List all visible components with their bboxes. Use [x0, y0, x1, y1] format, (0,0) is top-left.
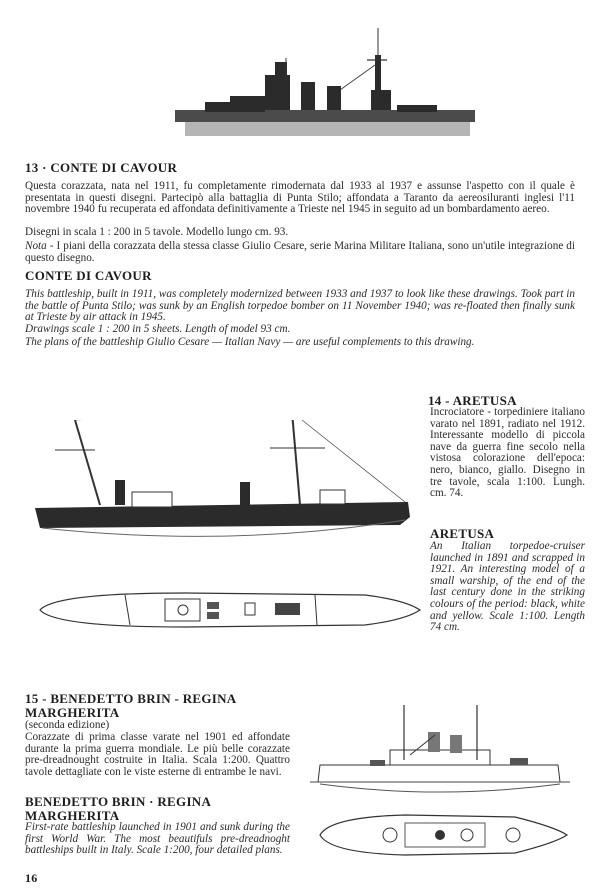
brin-profile-illustration [310, 700, 570, 800]
entry-15-english-text: First-rate battleship launched in 1901 and sunk during the first World War. The most beautifuls pre-dreadnoght battleships built in Italy. Scale 1:200, four detailed plans. [25, 821, 290, 857]
entry-13-english-scale: Drawings scale 1 : 200 in 5 sheets. Length of model 93 cm. [25, 323, 291, 335]
entry-13-italian-text: Questa corazzata, nata nel 1911, fu completamente rimodernata dal 1933 al 1937 e assunse l'aspetto con il quale è presentata in questi disegni. Partecipò alla battaglia di Punta Stilo; affondata a Taranto da aereosiluranti inglesi l'11 novembre 1940 fu recuperata ed affondata definitivamente a Trieste nel 1945 in seguito ad un bombardamento aereo. [25, 180, 575, 216]
entry-13-italian-scale: Disegni in scala 1 : 200 in 5 tavole. Modello lungo cm. 93. [25, 226, 289, 238]
entry-14-english-text: An Italian torpedoe-cruiser launched in 1891 and scrapped in 1921. An interesting model of a small warship, of the end of the last century done in the striking colours of the period: black, white and yellow. Scale 1:100. Length 74 cm. [430, 540, 585, 634]
brin-plan-illustration [315, 805, 570, 865]
entry-14-english-heading: ARETUSA [430, 526, 495, 541]
entry-13-english-text: This battleship, built in 1911, was completely modernized between 1933 and 1937 to look like these drawings. Took part in the battle of Punta Stilo; was sunk by an English torpedoe bomber on 11 November 1940; was re-floated then finally sunk at Trieste by air attack in 1945. [25, 288, 575, 324]
entry-13-heading: 13 · CONTE DI CAVOUR [25, 160, 178, 175]
entry-15-italian-text: Corazzate di prima classe varate nel 1901 ed affondate durante la prima guerra mondiale. Le più belle corazzate pre-dreadnought costruite in Italia. Scala 1:200. Quattro tavole dettagliate con le viste esterne di entrambe le navi. [25, 731, 290, 778]
page-number: 16 [25, 871, 38, 885]
entry-14-heading: 14 - ARETUSA [428, 393, 517, 408]
entry-13-english-heading: CONTE DI CAVOUR [25, 268, 152, 283]
cavour-battleship-illustration [175, 10, 475, 145]
entry-15-english-heading: BENEDETTO BRIN · REGINA MARGHERITA [25, 794, 211, 823]
entry-15-subtitle: (seconda edizione) [25, 719, 110, 731]
aretusa-profile-illustration [30, 420, 425, 545]
entry-13-italian-note [25, 241, 575, 264]
aretusa-plan-illustration [35, 585, 425, 635]
note-text: - I piani della corazzata della stessa classe Giulio Cesare, serie Marina Militare Italiana, sono un'utile integrazione di questo disegno. [25, 240, 575, 264]
note-label: Nota [25, 240, 47, 252]
entry-14-italian-text: Incrociatore - torpediniere italiano varato nel 1891, radiato nel 1912. Interessante modello di piccola nave da guerra fine secolo nella vistosa colorazione dell'epoca: nero, bianco, giallo. Disegno in tre tavole, scala 1:100. Lungh. cm. 74. [430, 406, 585, 500]
entry-15-heading: 15 - BENEDETTO BRIN - REGINA MARGHERITA [25, 691, 236, 720]
entry-13-english-note: The plans of the battleship Giulio Cesare — Italian Navy — are useful complements to this drawing. [25, 336, 475, 348]
